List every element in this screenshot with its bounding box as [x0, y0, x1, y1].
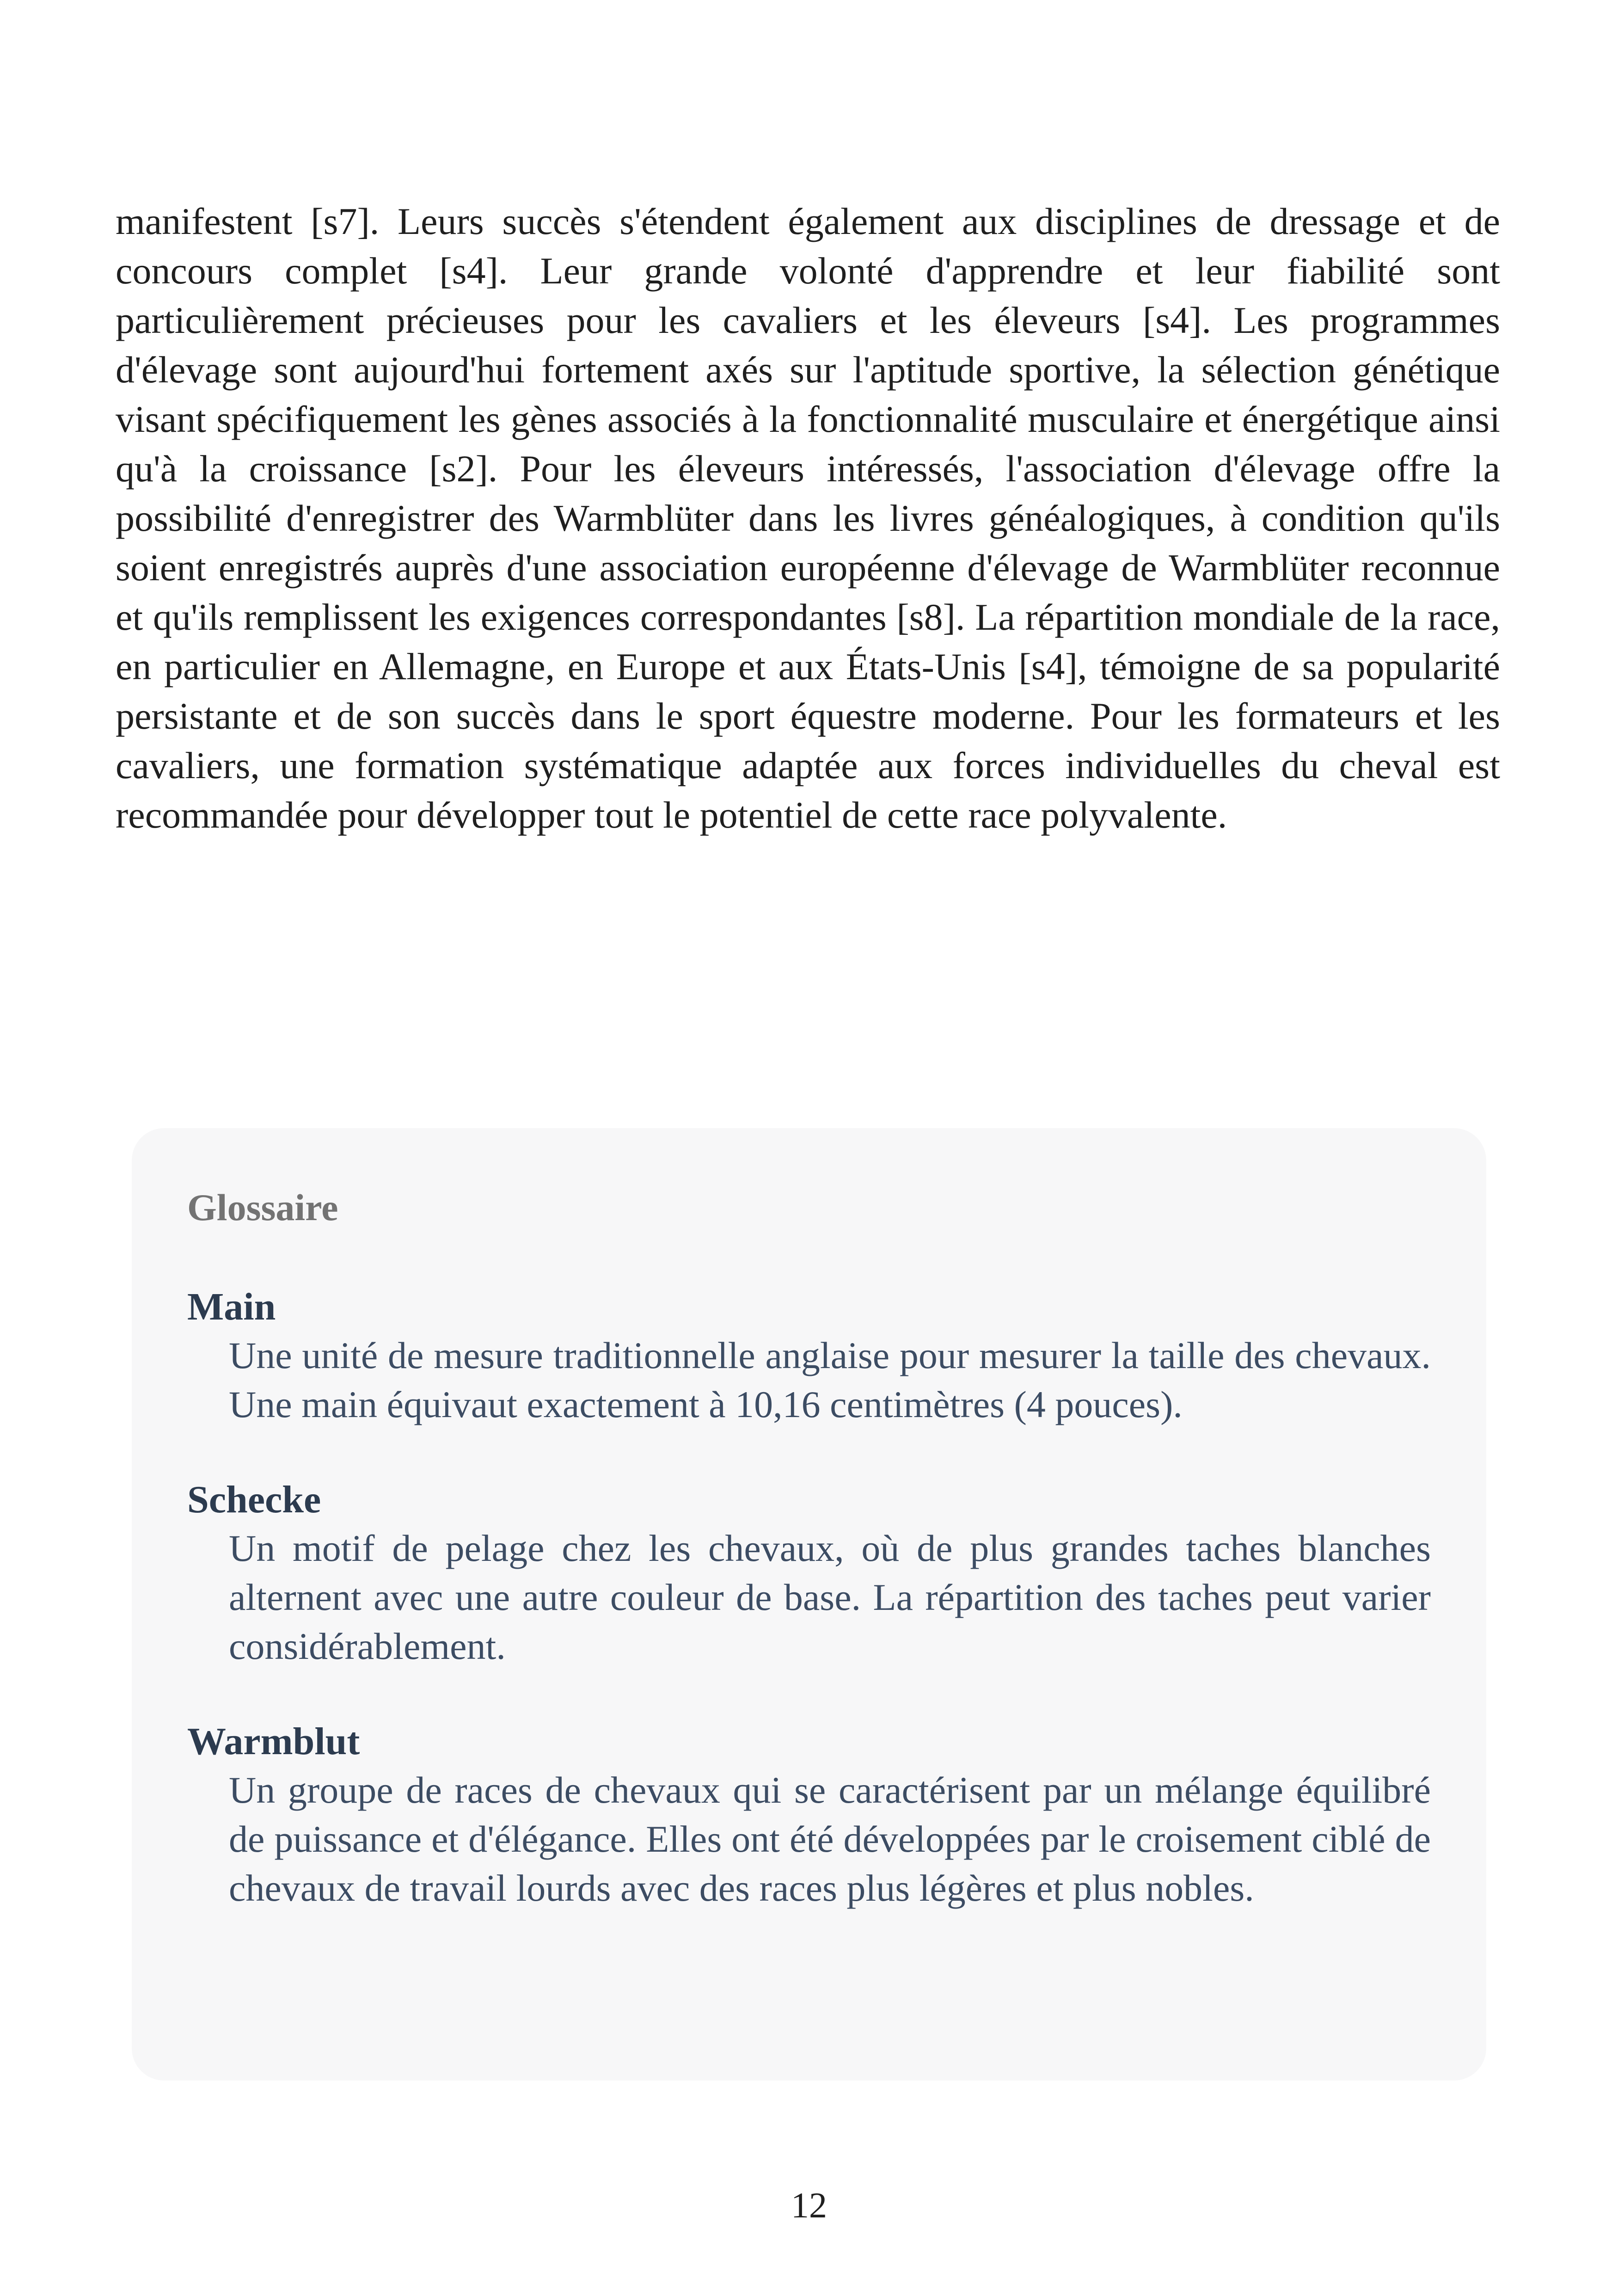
glossary-entry-main — [187, 1283, 1431, 1429]
glossary-term: Main — [187, 1285, 276, 1328]
glossary-definition: Une unité de mesure traditionnelle anglaise pour mesurer la taille des chevaux. Une main équivaut exactement à 10,16 centimètres (4 pouces). — [229, 1334, 1431, 1425]
glossary-definition: Un groupe de races de chevaux qui se caractérisent par un mélange équilibré de puissance et d'élégance. Elles ont été développées par le croisement ciblé de chevaux de travail lourds avec des races plus légères et plus nobles. — [229, 1769, 1431, 1909]
glossary-entry-warmblut — [187, 1717, 1431, 1913]
glossary-definition: Un motif de pelage chez les chevaux, où de plus grandes taches blanches alternent avec une autre couleur de base. La répartition des taches peut varier considérablement. — [229, 1527, 1431, 1667]
glossary-title: Glossaire — [187, 1186, 338, 1228]
glossary-term: Schecke — [187, 1478, 321, 1521]
glossary-entry-schecke — [187, 1475, 1431, 1671]
glossary-box — [132, 1128, 1486, 2081]
glossary-term: Warmblut — [187, 1720, 360, 1763]
page-number: 12 — [791, 2185, 827, 2225]
body-paragraph: manifestent [s7]. Leurs succès s'étendent également aux disciplines de dressage et de concours complet [s4]. Leur grande volonté d'apprendre et leur fiabilité sont particulièrement précieuses pour les cavaliers et les éleveurs [s4]. Les programmes d'élevage sont aujourd'hui fortement axés sur l'aptitude sportive, la sélection génétique visant spécifiquement les gènes associés à la fonctionnalité musculaire et énergétique ainsi qu'à la croissance [s2]. Pour les éleveurs intéressés, l'association d'élevage offre la possibilité d'enregistrer des Warmblüter dans les livres généalogiques, à condition qu'ils soient enregistrés auprès d'une association européenne d'élevage de Warmblüter reconnue et qu'ils remplissent les exigences correspondantes [s8]. La répartition mondiale de la race, en particulier en Allemagne, en Europe et aux États-Unis [s4], témoigne de sa popularité persistante et de son succès dans le sport équestre moderne. Pour les formateurs et les cavaliers, une formation systématique adaptée aux forces individuelles du cheval est recommandée pour développer tout le potentiel de cette race polyvalente. — [116, 200, 1500, 836]
